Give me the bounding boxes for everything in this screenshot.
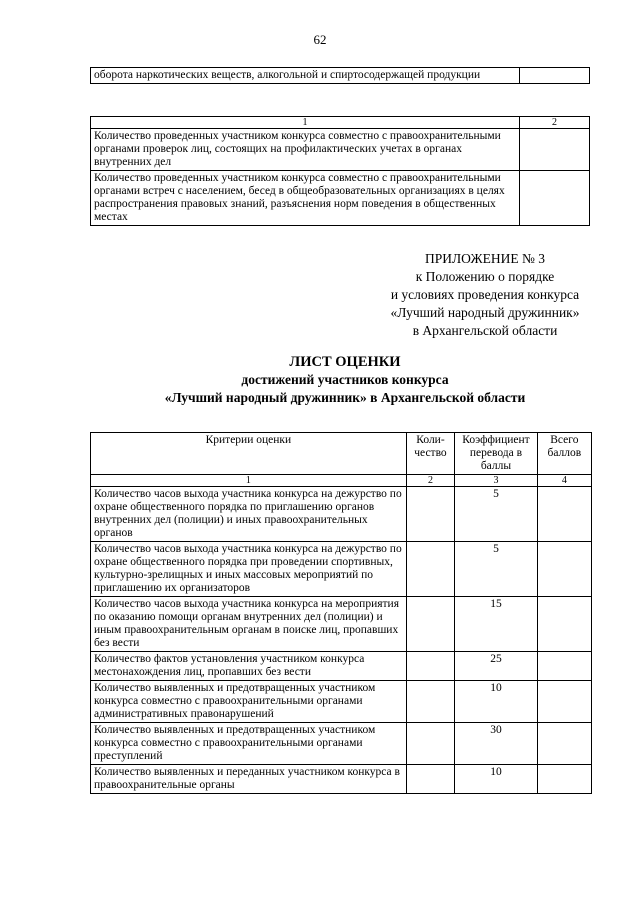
table-row [91,723,592,765]
total-cell [537,487,591,542]
quantity-cell [406,597,454,652]
quantity-cell [406,681,454,723]
table-row [91,597,592,652]
table-header-row [91,433,592,475]
appendix-heading [360,250,610,340]
title-main: ЛИСТ ОЦЕНКИ [289,354,401,370]
quantity-cell [406,487,454,542]
table-row [91,652,592,681]
criteria-cell: Количество выявленных и предотвращенных участником конкурса совместно с правоохранительными органами преступлений [91,723,407,765]
quantity-cell [406,765,454,794]
coefficient-cell: 15 [455,597,538,652]
criteria-cell: Количество часов выхода участника конкурса на мероприятия по оказанию помощи органам внутренних дел (полиции) и иным правоохранительным органам в поиске лиц, пропавших без вести [91,597,407,652]
total-cell [537,765,591,794]
total-cell [537,652,591,681]
table-header-row [91,117,590,129]
indicators-table [90,116,590,226]
coefficient-cell: 10 [455,765,538,794]
header-criteria: Критерии оценки [91,433,407,475]
total-cell [537,681,591,723]
header-quantity: Коли-чество [406,433,454,475]
coefficient-cell: 5 [455,487,538,542]
table-row [91,542,592,597]
table-cell-text: Количество проведенных участником конкурса совместно с правоохранительными органами проверок лиц, состоящих на профилактических учетах в органах внутренних дел [91,129,520,171]
column-number: 1 [91,475,407,487]
table-row [91,487,592,542]
column-number: 2 [520,117,590,129]
title-subtitle: достижений участников конкурса [241,372,449,387]
evaluation-table [90,432,592,794]
document-title [90,353,600,407]
coefficient-cell: 25 [455,652,538,681]
header-coefficient: Коэффициент перевода в баллы [455,433,538,475]
appendix-line: и условиях проведения конкурса [390,287,580,302]
column-number: 3 [455,475,538,487]
quantity-cell [406,542,454,597]
quantity-cell [406,723,454,765]
coefficient-cell: 5 [455,542,538,597]
header-total: Всего баллов [537,433,591,475]
table-row [91,171,590,226]
table-row [91,129,590,171]
numbering-row [91,475,592,487]
continuation-table [90,67,590,84]
total-cell [537,723,591,765]
criteria-cell: Количество часов выхода участника конкурса на дежурство по охране общественного порядка по приглашению органов внутренних дел (полиции) и иных правоохранительных органов [91,487,407,542]
column-number: 1 [91,117,520,129]
title-subtitle: «Лучший народный дружинник» в Архангельской области [164,390,526,405]
appendix-line: к Положению о порядке [415,269,555,284]
coefficient-cell: 30 [455,723,538,765]
table-cell-text: оборота наркотических веществ, алкогольной и спиртосодержащей продукции [91,68,520,84]
total-cell [537,542,591,597]
criteria-cell: Количество часов выхода участника конкурса на дежурство по охране общественного порядка при проведении спортивных, культурно-зрелищных и иных массовых мероприятий по приглашению их организаторов [91,542,407,597]
total-cell [537,597,591,652]
column-number: 4 [537,475,591,487]
appendix-line: ПРИЛОЖЕНИЕ № 3 [424,251,546,266]
criteria-cell: Количество выявленных и переданных участником конкурса в правоохранительные органы [91,765,407,794]
criteria-cell: Количество фактов установления участником конкурса местонахождения лиц, пропавших без вести [91,652,407,681]
criteria-cell: Количество выявленных и предотвращенных участником конкурса совместно с правоохранительными органами административных правонарушений [91,681,407,723]
table-cell-empty [520,68,590,84]
coefficient-cell: 10 [455,681,538,723]
appendix-line: в Архангельской области [412,323,558,338]
appendix-line: «Лучший народный дружинник» [390,305,580,320]
quantity-cell [406,652,454,681]
table-cell-empty [520,129,590,171]
table-cell-text: Количество проведенных участником конкурса совместно с правоохранительными органами встреч с населением, бесед в общеобразовательных организациях в целях распространения правовых знаний, разъяснения норм поведения в общественных местах [91,171,520,226]
table-cell-empty [520,171,590,226]
table-row [91,681,592,723]
column-number: 2 [406,475,454,487]
page-number: 62 [313,32,327,47]
table-row [91,765,592,794]
table-row [91,68,590,84]
